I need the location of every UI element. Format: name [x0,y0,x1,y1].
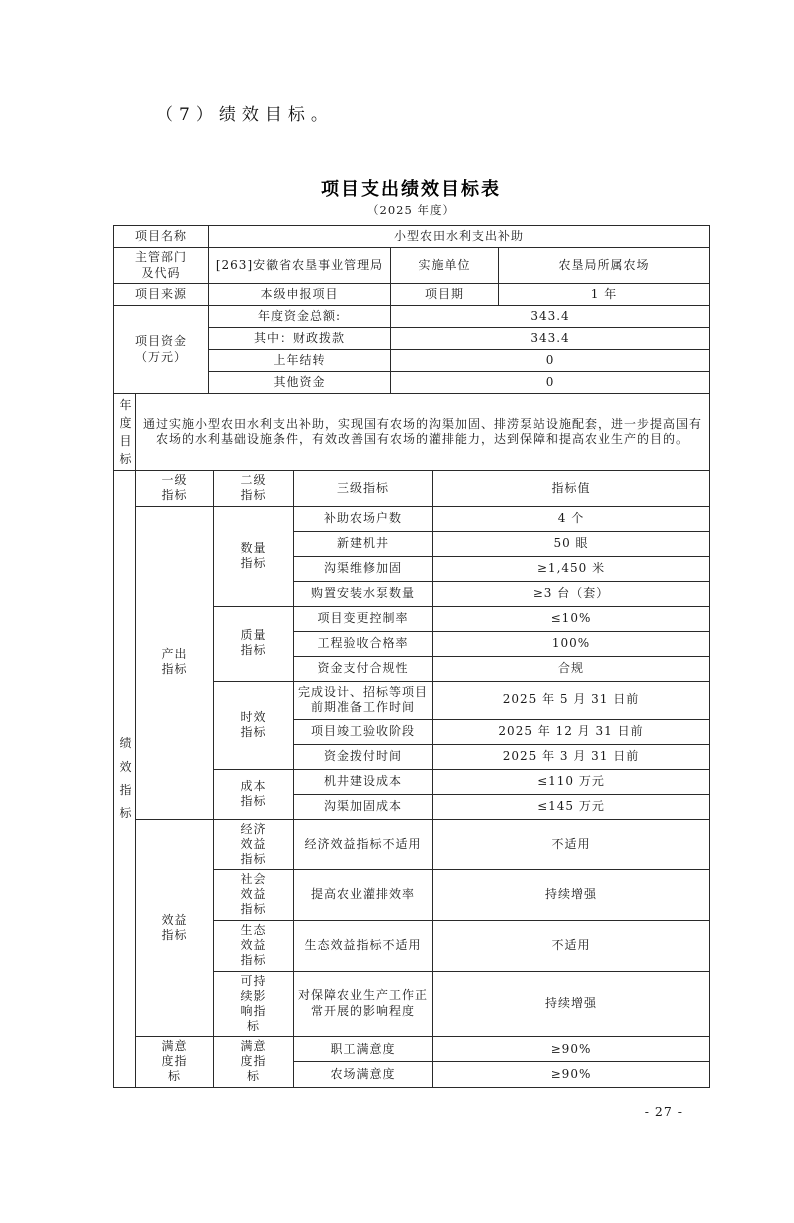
level2-cost: 成本指标 [214,769,294,819]
period-label: 项目期 [391,284,499,306]
level1-benefit: 效益指标 [136,819,214,1036]
department-value: [263]安徽省农垦事业管理局 [209,248,391,284]
table-title: 项目支出绩效目标表 [321,179,501,200]
annual-goal-table [113,393,710,471]
table-subtitle: （2025 年度） [367,203,455,217]
level2-economic: 经济效益指标 [214,819,294,870]
indicator-name: 完成设计、招标等项目前期准备工作时间 [294,681,433,719]
indicator-value: 合规 [433,656,710,681]
annual-goal-label: 年度目标 [114,394,136,471]
funds-carryover-label: 上年结转 [209,350,391,372]
source-label: 项目来源 [114,284,209,306]
level1-output: 产出指标 [136,506,214,819]
indicator-value: 50 眼 [433,531,710,556]
annual-goal-row [114,394,710,471]
level2-satisfaction: 满意度指标 [214,1037,294,1088]
indicator-row [114,819,710,870]
indicator-name: 对保障农业生产工作正常开展的影响程度 [294,971,433,1037]
period-value: 1 年 [499,284,710,306]
indicator-name: 新建机井 [294,531,433,556]
indicator-value: 持续增强 [433,971,710,1037]
source-value: 本级申报项目 [209,284,391,306]
indicator-value: 不适用 [433,920,710,971]
indicator-name: 机井建设成本 [294,769,433,794]
indicator-name: 生态效益指标不适用 [294,920,433,971]
project-info-table [113,225,710,394]
indicator-value: ≤10% [433,606,710,631]
source-row [114,284,710,306]
department-label: 主管部门及代码 [114,248,209,284]
indicator-name: 项目变更控制率 [294,606,433,631]
funds-fiscal-value: 343.4 [391,328,710,350]
indicator-row [114,1037,710,1062]
page-number: - 27 - [644,1103,683,1119]
level2-quantity: 数量指标 [214,506,294,606]
indicator-name: 职工满意度 [294,1037,433,1062]
header-value: 指标值 [433,471,710,507]
section-heading: （7）绩效目标。 [156,105,334,125]
indicator-value: 2025 年 12 月 31 日前 [433,719,710,744]
indicator-value: 4 个 [433,506,710,531]
document-page [0,100,794,1119]
impl-unit-value: 农垦局所属农场 [499,248,710,284]
level2-social: 社会效益指标 [214,870,294,921]
funds-total-label: 年度资金总额: [209,306,391,328]
funds-other-label: 其他资金 [209,372,391,394]
indicators-side-label: 绩效指标 [114,471,136,1088]
indicator-name: 购置安装水泵数量 [294,581,433,606]
indicator-name: 沟渠加固成本 [294,794,433,819]
indicator-name: 资金支付合规性 [294,656,433,681]
header-level3: 三级指标 [294,471,433,507]
annual-goal-text: 通过实施小型农田水利支出补助，实现国有农场的沟渠加固、排涝泵站设施配套，进一步提高国有农场的水利基础设施条件，有效改善国有农场的灌排能力，达到保障和提高农业生产的目的。 [136,394,710,471]
indicator-value: ≤110 万元 [433,769,710,794]
indicator-value: ≥90% [433,1037,710,1062]
funds-row-total [114,306,710,328]
department-row [114,248,710,284]
level2-sustainability: 可持续影响指标 [214,971,294,1037]
indicator-value: 100% [433,631,710,656]
funds-fiscal-label: 其中：财政拨款 [209,328,391,350]
header-level1: 一级指标 [136,471,214,507]
indicator-name: 经济效益指标不适用 [294,819,433,870]
project-name-label: 项目名称 [114,226,209,248]
indicator-value: 持续增强 [433,870,710,921]
funds-other-value: 0 [391,372,710,394]
project-name-row [114,226,710,248]
funds-total-value: 343.4 [391,306,710,328]
indicator-name: 农场满意度 [294,1062,433,1087]
indicator-value: ≤145 万元 [433,794,710,819]
level2-timeliness: 时效指标 [214,681,294,769]
indicators-table [113,470,710,1088]
indicator-name: 补助农场户数 [294,506,433,531]
indicators-header-row [114,471,710,507]
indicator-row [114,506,710,531]
impl-unit-label: 实施单位 [391,248,499,284]
indicator-name: 沟渠维修加固 [294,556,433,581]
project-name-value: 小型农田水利支出补助 [209,226,710,248]
indicator-value: ≥3 台（套） [433,581,710,606]
indicator-value: ≥90% [433,1062,710,1087]
level2-quality: 质量指标 [214,606,294,681]
indicator-name: 项目竣工验收阶段 [294,719,433,744]
header-level2: 二级指标 [214,471,294,507]
funds-label: 项目资金（万元） [114,306,209,394]
indicator-value: 不适用 [433,819,710,870]
indicator-value: ≥1,450 米 [433,556,710,581]
level1-satisfaction: 满意度指标 [136,1037,214,1088]
document-content [113,175,709,1119]
indicator-name: 资金拨付时间 [294,744,433,769]
indicator-value: 2025 年 3 月 31 日前 [433,744,710,769]
funds-carryover-value: 0 [391,350,710,372]
indicator-value: 2025 年 5 月 31 日前 [433,681,710,719]
indicator-name: 提高农业灌排效率 [294,870,433,921]
indicator-name: 工程验收合格率 [294,631,433,656]
level2-ecological: 生态效益指标 [214,920,294,971]
